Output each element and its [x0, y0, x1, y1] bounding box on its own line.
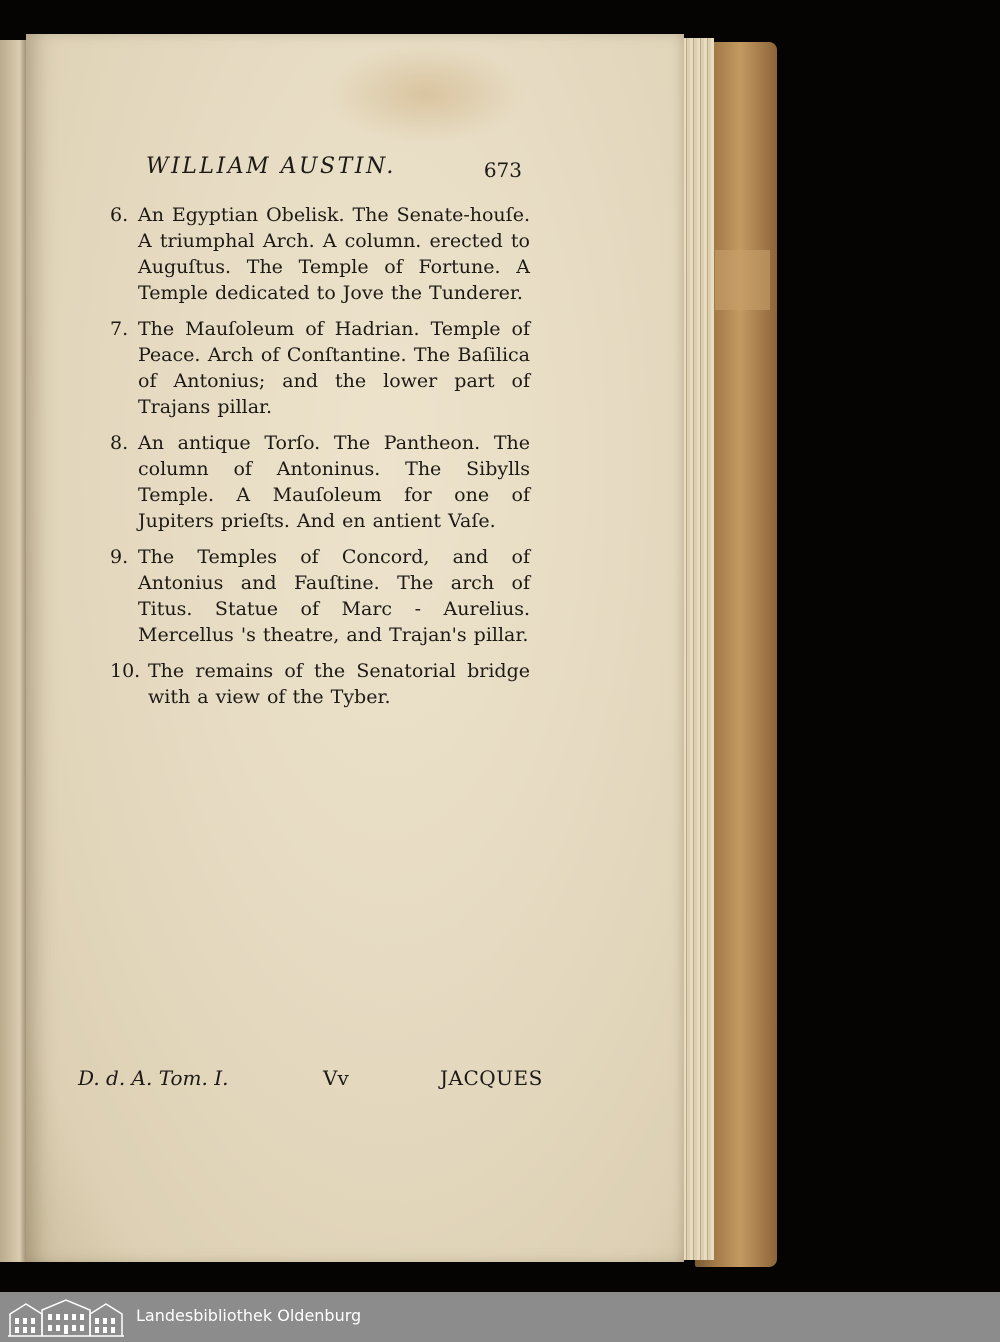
page-number: 673 [483, 158, 522, 182]
facing-page-edge [0, 40, 28, 1262]
entry-number: 9. [110, 546, 129, 568]
entry-number: 8. [110, 432, 129, 454]
library-building-icon [6, 1296, 126, 1338]
library-footer-bar [0, 1292, 1000, 1342]
entry-number: 10. [110, 660, 141, 682]
catchword: JACQUES [440, 1066, 543, 1090]
entry-text: An antique Torſo. The Pantheon. The column of Antoninus. The Sibylls Temple. A Mauſoleum for one of Jupiters prieſts. And en antient Vaſe. [138, 432, 530, 532]
list-item [110, 316, 530, 420]
entry-text: An Egyptian Obelisk. The Senate-houſe. A triumphal Arch. A column. erected to Auguſtus. The Temple of Fortune. A Temple dedicated to Jove the Tunderer. [138, 204, 530, 304]
entry-number: 6. [110, 204, 129, 226]
signature-mark: D. d. A. Tom. I. [78, 1066, 229, 1090]
list-item [110, 430, 530, 534]
running-header [118, 150, 528, 190]
page-stain [326, 44, 526, 144]
cover-wear [715, 250, 770, 310]
entry-text: The remains of the Senatorial bridge with a view of the Tyber. [148, 660, 530, 708]
entry-text: The Mauſoleum of Hadrian. Temple of Peace. Arch of Conſtantine. The Baſilica of Antonius; and the lower part of Trajans pillar. [138, 318, 530, 418]
running-title: WILLIAM AUSTIN. [146, 154, 396, 179]
list-item [110, 202, 530, 306]
list-item [110, 544, 530, 648]
library-name: Landesbibliothek Oldenburg [136, 1306, 362, 1325]
entry-list [110, 202, 530, 720]
entry-number: 7. [110, 318, 129, 340]
page-footer [78, 1066, 548, 1100]
list-item [110, 658, 530, 710]
gathering-mark: Vv [323, 1066, 349, 1090]
entry-text: The Temples of Concord, and of Antonius and Fauſtine. The arch of Titus. Statue of Marc - Aurelius. Mercellus 's theatre, and Trajan's pillar. [138, 546, 530, 646]
